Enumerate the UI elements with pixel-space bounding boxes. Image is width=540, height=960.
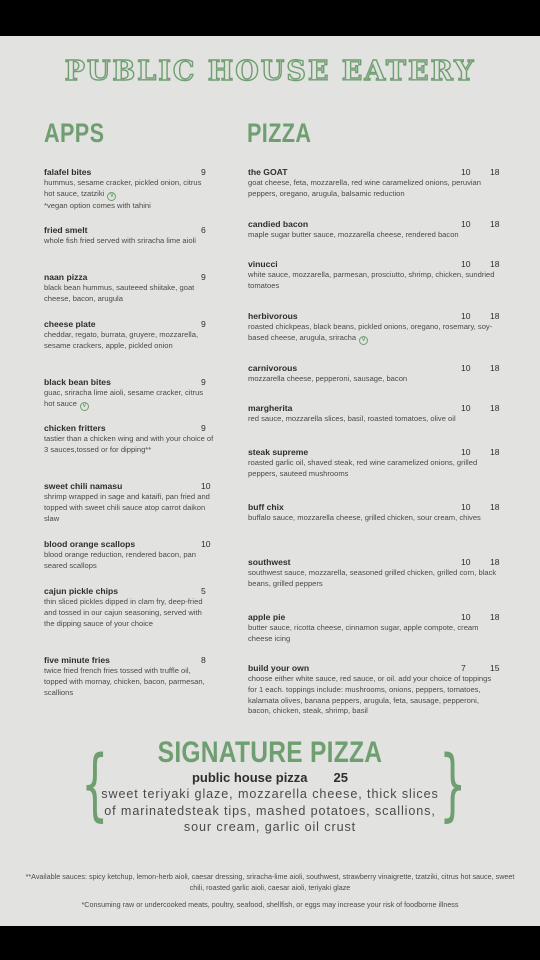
menu-item [248,663,500,717]
item-price-small: 10 [461,363,471,373]
item-price-small: 10 [461,259,471,269]
signature-price: 25 [333,770,349,785]
menu-item [44,319,214,352]
menu-item [44,586,214,629]
item-name: falafel bites [44,167,92,177]
menu-item [44,655,214,698]
item-name: apple pie [248,612,286,622]
item-name: carnivorous [248,363,298,373]
menu-item [44,481,214,524]
menu-page [0,36,540,926]
item-name: blood orange scallops [44,539,136,549]
item-description: roasted chickpeas, black beans, pickled onions, oregano, rosemary, soy-based cheese, arugula, sriracha V [248,322,493,343]
menu-item [44,377,214,411]
item-price: 8 [201,655,206,665]
item-name: margherita [248,403,293,413]
menu-item [44,225,214,247]
menu-item [44,423,214,456]
item-name: candied bacon [248,219,309,229]
menu-item [44,539,214,572]
item-description: twice fried french fries tossed with truffle oil, topped with mornay, chicken, bacon, parmesan, scallions [44,666,205,697]
menu-item [248,259,500,292]
signature-pizza-description: sweet teriyaki glaze, mozzarella cheese, thick slices of marinatedsteak tips, mashed potatoes, scallions, sour cream, garlic oil crust [101,787,439,834]
item-price-large: 18 [490,167,500,177]
item-description: cheddar, regato, burrata, gruyere, mozzarella, sesame crackers, apple, pickled onion [44,330,199,350]
menu-item [248,447,500,480]
item-name: build your own [248,663,310,673]
item-price: 5 [201,586,206,596]
vegan-v-icon: V [107,192,116,201]
menu-item [248,557,500,590]
item-price-large: 18 [490,219,500,229]
item-description: mozzarella cheese, pepperoni, sausage, bacon [248,374,408,383]
item-price-large: 18 [490,311,500,321]
item-description: shrimp wrapped in sage and kataifi, pan fried and topped with sweet chili sauce atop carrot daikon slaw [44,492,210,523]
item-price-large: 18 [490,363,500,373]
item-price-small: 10 [461,612,471,622]
item-price: 10 [201,539,211,549]
item-price-small: 10 [461,403,471,413]
item-description: white sauce, mozzarella, parmesan, prosciutto, shrimp, chicken, sundried tomatoes [248,270,495,290]
top-black-bar [0,0,540,36]
menu-item [248,502,500,524]
menu-item [248,219,500,241]
item-description: buffalo sauce, mozzarella cheese, grilled chicken, sour cream, chives [248,513,481,522]
item-description: hummus, sesame cracker, pickled onion, citrus hot sauce, tzatziki V [44,178,202,199]
bottom-black-bar [0,926,540,960]
item-price-small: 10 [461,447,471,457]
item-price: 9 [201,319,206,329]
apps-heading: APPS [44,118,105,148]
item-description: guac, sriracha lime aioli, sesame cracker, citrus hot sauce V [44,388,204,409]
signature-name-text: public house pizza [191,770,308,785]
item-price: 10 [201,481,211,491]
item-description: southwest sauce, mozzarella, seasoned grilled chicken, grilled corn, black beans, grilled peppers [248,568,497,588]
restaurant-title: PUBLIC HOUSE EATERY [64,56,476,87]
item-name: vinucci [248,259,278,269]
item-price: 9 [201,167,206,177]
item-name: buff chix [248,502,284,512]
pizza-heading: PIZZA [247,118,312,148]
signature-pizza-name [0,770,540,785]
sauces-footnote: **Available sauces: spicy ketchup, lemon-herb aioli, caesar dressing, sriracha-lime aioli, southwest, strawberry vinaigrette, tzatziki, citrus hot sauce, sweet chili, roasted garlic aioli, caesar aioli, teriyaki glaze [25,872,515,892]
item-name: fried smelt [44,225,88,235]
item-description: maple sugar butter sauce, mozzarella cheese, rendered bacon [248,230,459,239]
item-price-small: 10 [461,557,471,567]
item-name: naan pizza [44,272,88,282]
item-description: thin sliced pickles dipped in clam fry, deep-fried and tossed in our cajun seasoning, served with the dipping sauce of your choice [44,597,203,628]
item-name: cheese plate [44,319,96,329]
menu-item [248,403,500,425]
item-name: black bean bites [44,377,111,387]
item-price-large: 18 [490,502,500,512]
item-description: choose either white sauce, red sauce, or oil. add your choice of toppings for 1 each. toppings include: mushrooms, onions, peppers, tomatoes, kalamata olives, banana peppers, arugula, feta, sausage, pepperoni, bacon, chicken, steak, shrimp, basil [248,674,492,716]
item-price-large: 18 [490,259,500,269]
vegan-v-icon: V [359,336,368,345]
item-price-small: 10 [461,502,471,512]
menu-item [248,363,500,385]
item-price-small: 10 [461,219,471,229]
right-curly-brace: } [439,740,467,830]
item-description: tastier than a chicken wing and with your choice of 3 sauces,tossed or for dipping** [44,434,214,454]
item-name: steak supreme [248,447,309,457]
menu-item [248,167,500,200]
item-price: 9 [201,272,206,282]
item-price-small: 10 [461,311,471,321]
menu-item [44,272,214,305]
item-name: sweet chili namasu [44,481,123,491]
menu-item [248,612,500,645]
item-name: five minute fries [44,655,110,665]
item-price-large: 18 [490,612,500,622]
item-name: chicken fritters [44,423,106,433]
item-description: blood orange reduction, rendered bacon, pan seared scallops [44,550,196,570]
item-price-small: 10 [461,167,471,177]
vegan-v-icon: V [80,402,89,411]
item-price-large: 18 [490,403,500,413]
item-price: 6 [201,225,206,235]
item-name: cajun pickle chips [44,586,119,596]
item-price: 9 [201,377,206,387]
item-price: 9 [201,423,206,433]
item-name: herbivorous [248,311,298,321]
item-description: black bean hummus, sauteeed shiitake, goat cheese, bacon, arugula [44,283,195,303]
item-description: roasted garlic oil, shaved steak, red wine caramelized onions, grilled peppers, sauteed mushrooms [248,458,478,478]
menu-item [44,167,214,212]
item-price-large: 18 [490,557,500,567]
item-description: whole fish fried served with sriracha lime aioli [44,236,196,245]
menu-item [248,311,500,345]
item-note: *vegan option comes with tahini [44,200,151,210]
item-price-large: 18 [490,447,500,457]
item-description: butter sauce, ricotta cheese, cinnamon sugar, apple compote, cream cheese icing [248,623,479,643]
item-name: southwest [248,557,291,567]
item-description: goat cheese, feta, mozzarella, red wine caramelized onions, peruvian peppers, oregano, arugula, balsamic reduction [248,178,482,198]
item-description: red sauce, mozzarella slices, basil, roasted tomatoes, olive oil [248,414,456,423]
consumption-warning: *Consuming raw or undercooked meats, poultry, seafood, shellfish, or eggs may increase your risk of foodborne illness [81,900,459,909]
item-price-small: 7 [461,663,466,673]
left-curly-brace: { [81,740,109,830]
item-price-large: 15 [490,663,500,673]
item-name: the GOAT [248,167,288,177]
signature-pizza-heading: SIGNATURE PIZZA [157,736,383,769]
